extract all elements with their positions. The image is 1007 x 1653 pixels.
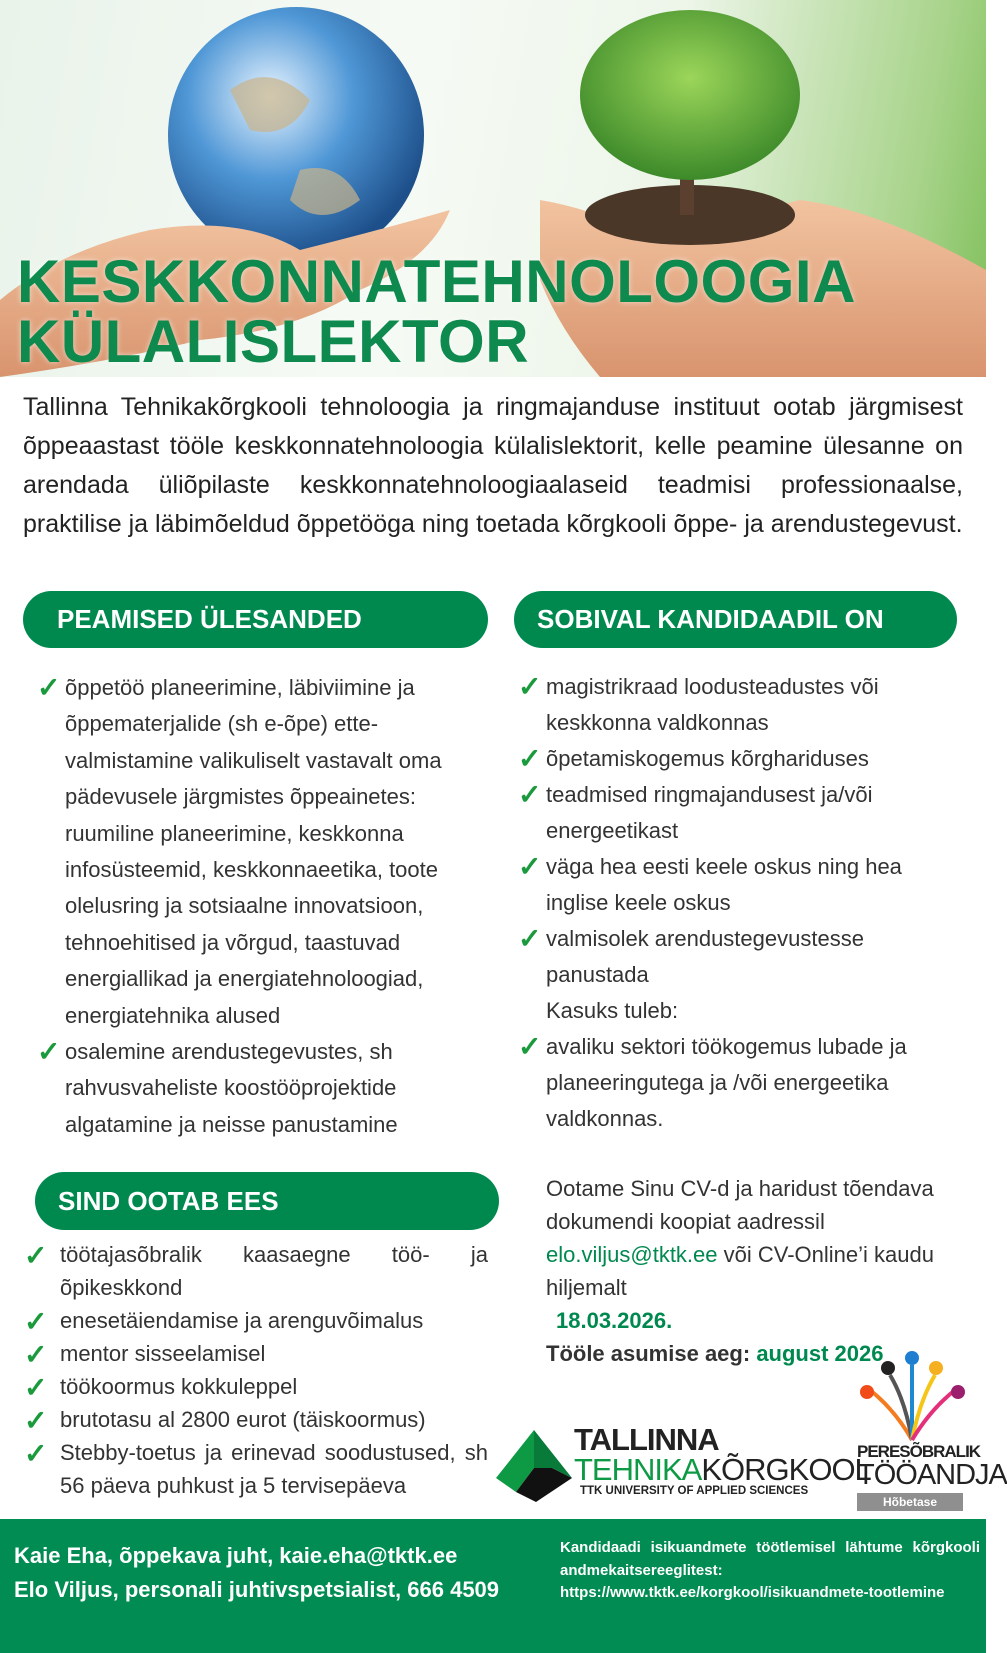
globe (168, 7, 424, 263)
check-icon: ✓ (518, 671, 542, 702)
contact-kaie: Kaie Eha, õppekava juht, kaie.eha@tktk.ee (14, 1543, 458, 1568)
list-item: ✓ osalemine arendustegevustes, sh rahvusvaheliste koostööprojektide algatamine ja neisse panustamine (37, 1036, 398, 1137)
footer-contacts (14, 1539, 499, 1607)
title-line2: KÜLALISLEKTOR (17, 308, 530, 375)
footer (0, 1519, 986, 1653)
start-label: Tööle asumise aeg: (546, 1341, 751, 1366)
application-email-link[interactable]: elo.viljus@tktk.ee (546, 1242, 718, 1267)
list-item: ✓ teadmised ringmajandusest ja/või energeetikast (518, 779, 873, 843)
duties-heading: PEAMISED ÜLESANDED (23, 591, 488, 648)
deadline: 18.03.2026. (556, 1308, 673, 1333)
ttk-logo: TALLINNA TEHNIKAKÕRGKOOL TTK UNIVERSITY OF APPLIED SCIENCES (494, 1428, 839, 1504)
hero-image (0, 0, 986, 377)
check-icon: ✓ (37, 672, 61, 703)
contact-elo: Elo Viljus, personali juhtivspetsialist, 666 4509 (14, 1577, 500, 1602)
check-icon: ✓ (24, 1240, 48, 1271)
list-item: ✓ mentor sisseelamisel (24, 1339, 266, 1370)
tree (580, 10, 800, 180)
people-tree-icon (855, 1350, 967, 1442)
requirements-heading: SOBIVAL KANDIDAADIL ON (514, 591, 957, 648)
benefits-list (24, 1238, 488, 1502)
ttk-pyramid-icon (494, 1428, 574, 1504)
check-icon: ✓ (518, 851, 542, 882)
list-item: ✓ valmisolek arendustegevustesse panustada (518, 923, 864, 987)
check-icon: ✓ (24, 1438, 48, 1469)
application-info: Ootame Sinu CV-d ja haridust tõendava dokumendi koopiat aadressil elo.viljus@tktk.ee või CV-Online’i kaudu hiljemalt 18.03.2026. Tööle asumise aeg: august 2026 (546, 1176, 934, 1366)
check-icon: ✓ (518, 743, 542, 774)
list-item: ✓ magistrikraad loodusteadustes või keskkonna valdkonnas (518, 671, 879, 735)
list-item: ✓ brutotasu al 2800 eurot (täiskoormus) (24, 1405, 426, 1436)
list-item: ✓ Stebby-toetus ja erinevad soodustused, sh 56 päeva puhkust ja 5 tervisepäeva (24, 1438, 488, 1498)
list-item: ✓ töökoormus kokkuleppel (24, 1372, 298, 1403)
list-item: ✓ avaliku sektori töökogemus lubade ja planeeringutega ja /või energeetika valdkonnas. (518, 1031, 907, 1131)
list-item: ✓ õppetöö planeerimine, läbiviimine ja õppematerjalide (sh e-õpe) ette-valmistamine valikuliselt vastavalt oma pädevusele järgmistes õppeainetes: ruumiline planeerimine, keskkonna infosüsteemid, keskkonnaeetika, toote olelusring ja sotsiaalne innovatsioon, tehnoehitised ja võrgud, taastuvad energiallikad ja energiatehnoloogiad, energiatehnika alused (37, 672, 442, 1028)
check-icon: ✓ (518, 923, 542, 954)
check-icon: ✓ (24, 1405, 48, 1436)
list-item: ✓ õpetamiskogemus kõrghariduses (518, 743, 869, 774)
list-item: ✓ töötajasõbralik kaasaegne töö- ja õpikeskkond (24, 1240, 488, 1300)
check-icon: ✓ (37, 1036, 61, 1068)
family-friendly-employer-logo: PERESÕBRALIK TÖÖANDJA Hõbetase (855, 1350, 967, 1514)
check-icon: ✓ (24, 1372, 48, 1403)
bonus-label: Kasuks tuleb: (546, 998, 679, 1023)
list-item: ✓ väga hea eesti keele oskus ning hea inglise keele oskus (518, 851, 902, 915)
benefits-heading: SIND OOTAB EES (35, 1172, 499, 1230)
duties-list (37, 670, 495, 1143)
title-line1: KESKKONNATEHNOLOOGIA (17, 248, 856, 315)
check-icon: ✓ (24, 1306, 48, 1337)
list-item: ✓ enesetäiendamise ja arenguvõimalus (24, 1306, 424, 1337)
intro-paragraph: Tallinna Tehnikakõrgkooli tehnoloogia ja ringmajanduse instituut ootab järgmisest õppeaastast tööle keskkonnatehnoloogia külalislektorit, kelle peamine ülesanne on arendada üliõpilaste keskkonnatehnoloogiaalaseid teadmisi professionaalse, praktilise ja läbimõeldud õppetööga ning toetada kõrgkooli õppe- ja arendustegevust. (23, 393, 963, 538)
check-icon: ✓ (518, 779, 542, 810)
privacy-notice: Kandidaadi isikuandmete töötlemisel lähtume kõrgkooli andmekaitsereeglitest: https://www.tktk.ee/korgkool/isikuandmete-tootlemine (560, 1539, 980, 1601)
start-value: august 2026 (756, 1341, 884, 1366)
check-icon: ✓ (518, 1031, 542, 1062)
check-icon: ✓ (24, 1339, 48, 1370)
requirements-list (518, 669, 956, 1137)
